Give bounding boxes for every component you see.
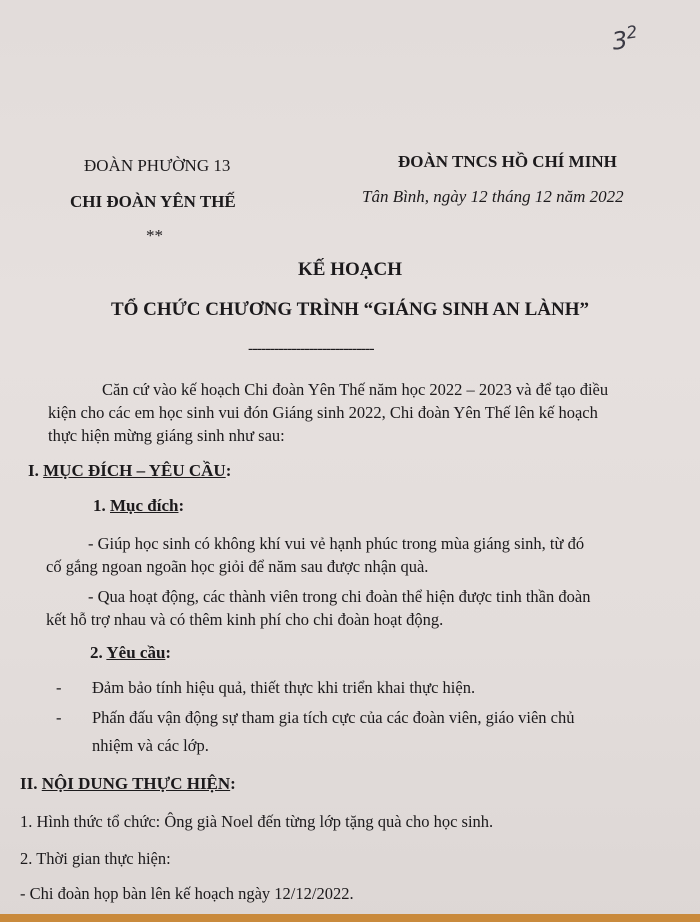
- requirement-bullet-2-marker: -: [56, 708, 62, 727]
- requirement-bullet-1-marker: -: [56, 678, 62, 697]
- purpose-para-1-line-1: - Giúp học sinh có không khí vui vẻ hạnh phúc trong mùa giáng sinh, từ đó: [88, 534, 585, 553]
- section-2-heading: [20, 774, 236, 794]
- content-item-3: - Chi đoàn họp bàn lên kế hoạch ngày 12/12/2022.: [20, 884, 354, 903]
- handwritten-page-number: [610, 22, 640, 55]
- handwritten-superscript: 2: [625, 22, 639, 44]
- intro-line-2: kiện cho các em học sinh vui đón Giáng sinh 2022, Chi đoàn Yên Thế lên kế hoạch: [48, 403, 598, 422]
- header-left-line1: ĐOÀN PHƯỜNG 13: [84, 156, 231, 175]
- document-subtitle: TỔ CHỨC CHƯƠNG TRÌNH “GIÁNG SINH AN LÀNH”: [110, 299, 590, 320]
- section-2-colon: :: [230, 774, 236, 793]
- purpose-para-1-line-2: cố gắng ngoan ngoãn học giỏi để năm sau được nhận quà.: [46, 557, 429, 576]
- header-right-line1: ĐOÀN TNCS HỒ CHÍ MINH: [398, 152, 617, 171]
- section-2-title: NỘI DUNG THỰC HIỆN: [41, 774, 231, 793]
- subsection-1-number: 1.: [93, 496, 110, 515]
- subsection-1-label: Mục đích: [110, 496, 179, 515]
- subsection-1-heading: [93, 496, 184, 516]
- purpose-para-2-line-2: kết hỗ trợ nhau và có thêm kinh phí cho chi đoàn hoạt động.: [46, 610, 444, 629]
- intro-line-3: thực hiện mừng giáng sinh như sau:: [48, 426, 285, 445]
- handwritten-digit: 3: [610, 25, 630, 56]
- section-1-numeral: I.: [28, 461, 44, 480]
- intro-line-1: Căn cứ vào kế hoạch Chi đoàn Yên Thế năm học 2022 – 2023 và để tạo điều: [102, 380, 609, 399]
- header-left-stars: **: [146, 226, 163, 245]
- section-1-title: MỤC ĐÍCH – YÊU CẦU: [43, 461, 226, 480]
- requirement-bullet-2-line-2: nhiệm và các lớp.: [92, 736, 209, 755]
- subsection-1-colon: :: [178, 496, 185, 515]
- section-1-heading: [28, 461, 231, 481]
- requirement-bullet-1: Đảm bảo tính hiệu quả, thiết thực khi triển khai thực hiện.: [92, 678, 476, 697]
- subsection-2-number: 2.: [90, 643, 107, 662]
- purpose-para-2-line-1: - Qua hoạt động, các thành viên trong chi đoàn thể hiện được tinh thần đoàn: [88, 587, 591, 606]
- section-2-numeral: II.: [20, 774, 42, 793]
- content-item-1: 1. Hình thức tổ chức: Ông già Noel đến từng lớp tặng quà cho học sinh.: [20, 812, 494, 831]
- content-item-2: 2. Thời gian thực hiện:: [20, 849, 171, 868]
- subsection-2-label: Yêu cầu: [106, 643, 166, 662]
- subsection-2-heading: [90, 643, 171, 663]
- subsection-2-colon: :: [165, 643, 172, 662]
- section-1-colon: :: [225, 461, 232, 480]
- header-left-line2: CHI ĐOÀN YÊN THẾ: [70, 192, 236, 211]
- document-title: KẾ HOẠCH: [298, 259, 402, 280]
- header-right-date: Tân Bình, ngày 12 tháng 12 năm 2022: [362, 187, 624, 206]
- requirement-bullet-2-line-1: Phấn đấu vận động sự tham gia tích cực của các đoàn viên, giáo viên chủ: [92, 708, 575, 727]
- title-divider: -----------------------------: [248, 340, 374, 357]
